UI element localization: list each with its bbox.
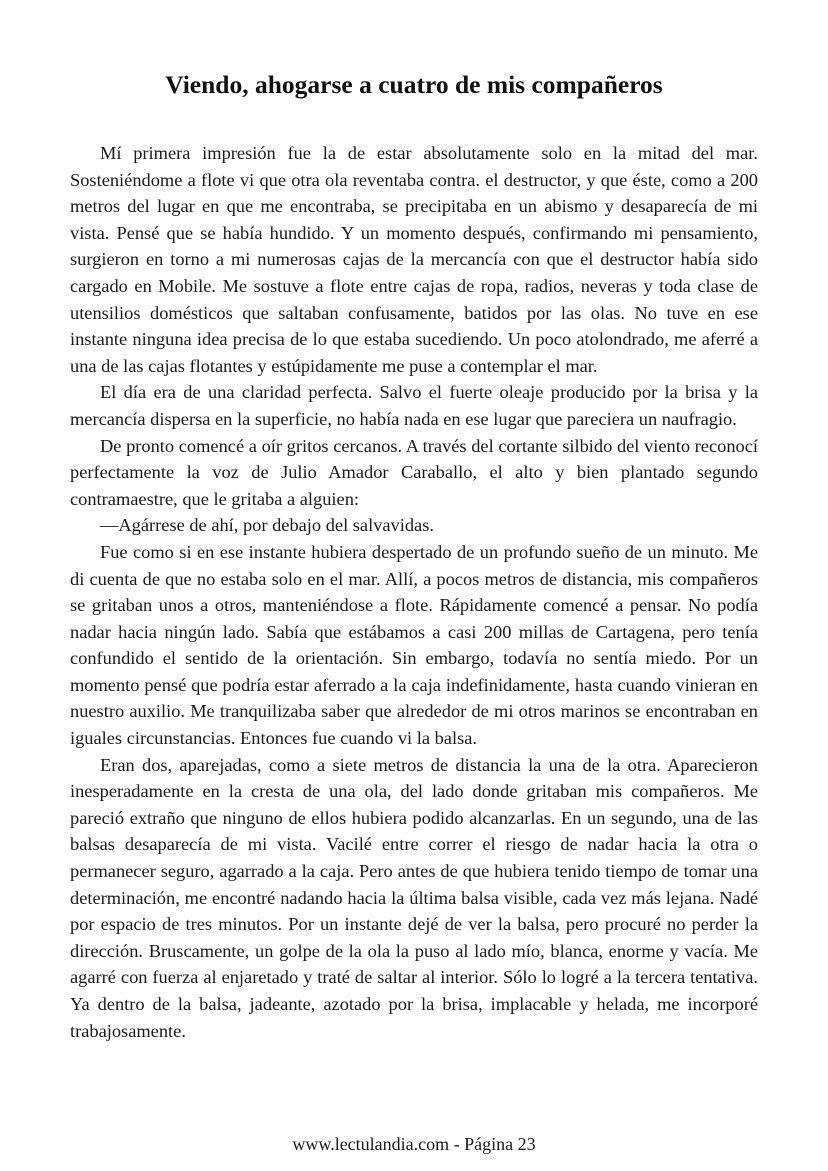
page-footer: www.lectulandia.com - Página 23 bbox=[292, 1134, 536, 1154]
paragraph: Eran dos, aparejadas, como a siete metros de distancia la una de la otra. Aparecieron inesperadamente en la cresta de una ola, del lado donde gritaban mis compañeros. Me pareció extraño que ninguno de ellos hubiera podido alcanzarlas. En un segundo, una de las balsas desaparecía de mi vista. Vacilé entre correr el riesgo de nadar hacia la otra o permanecer seguro, agarrado a la caja. Pero antes de que hubiera tenido tiempo de tomar una determinación, me encontré nadando hacia la última balsa visible, cada vez más lejana. Nadé por espacio de tres minutos. Por un instante dejé de ver la balsa, pero procuré no perder la dirección. Bruscamente, un golpe de la ola la puso al lado mío, blanca, enorme y vacía. Me agarré con fuerza al enjaretado y traté de saltar al interior. Sólo lo logré a la tercera tentativa. Ya dentro de la balsa, jadeante, azotado por la brisa, implacable y helada, me incorporé trabajosamente. bbox=[70, 754, 758, 1041]
paragraph: De pronto comencé a oír gritos cercanos. A través del cortante silbido del viento reconocí perfectamente la voz de Julio Amador Caraballo, el alto y bien plantado segundo contramaestre, que le gritaba a alguien: bbox=[70, 435, 758, 509]
paragraph: El día era de una claridad perfecta. Salvo el fuerte oleaje producido por la brisa y la mercancía dispersa en la superficie, no había nada en ese lugar que pareciera un naufragio. bbox=[70, 382, 758, 429]
paragraph: Mí primera impresión fue la de estar absolutamente solo en la mitad del mar. Sosteniéndome a flote vi que otra ola reventaba contra. el destructor, y que éste, como a 200 metros del lugar en que me encontraba, se precipitaba en un abismo y desaparecía de mi vista. Pensé que se había hundido. Y un momento después, confirmando mi pensamiento, surgieron en torno a mi numerosas cajas de la mercancía con que el destructor había sido cargado en Mobile. Me sostuve a flote entre cajas de ropa, radios, neveras y toda clase de utensilios domésticos que saltaban confusamente, batidos por las olas. No tuve en ese instante ninguna idea precisa de lo que estaba sucediendo. Un poco atolondrado, me aferré a una de las cajas flotantes y estúpidamente me puse a contemplar el mar. bbox=[70, 143, 758, 376]
body-text bbox=[70, 140, 758, 1044]
chapter-title: Viendo, ahogarse a cuatro de mis compañeros bbox=[165, 70, 663, 99]
paragraph: —Agárrese de ahí, por debajo del salvavidas. bbox=[100, 515, 434, 536]
paragraph: Fue como si en ese instante hubiera despertado de un profundo sueño de un minuto. Me di cuenta de que no estaba solo en el mar. Allí, a pocos metros de distancia, mis compañeros se gritaban unos a otros, manteniéndose a flote. Rápidamente comencé a pensar. No podía nadar hacia ningún lado. Sabía que estábamos a casi 200 millas de Cartagena, pero tenía confundido el sentido de la orientación. Sin embargo, todavía no sentía miedo. Por un momento pensé que podría estar aferrado a la caja indefinidamente, hasta cuando vinieran en nuestro auxilio. Me tranquilizaba saber que alrededor de mi otros marinos se encontraban en iguales circunstancias. Entonces fue cuando vi la balsa. bbox=[70, 541, 758, 749]
